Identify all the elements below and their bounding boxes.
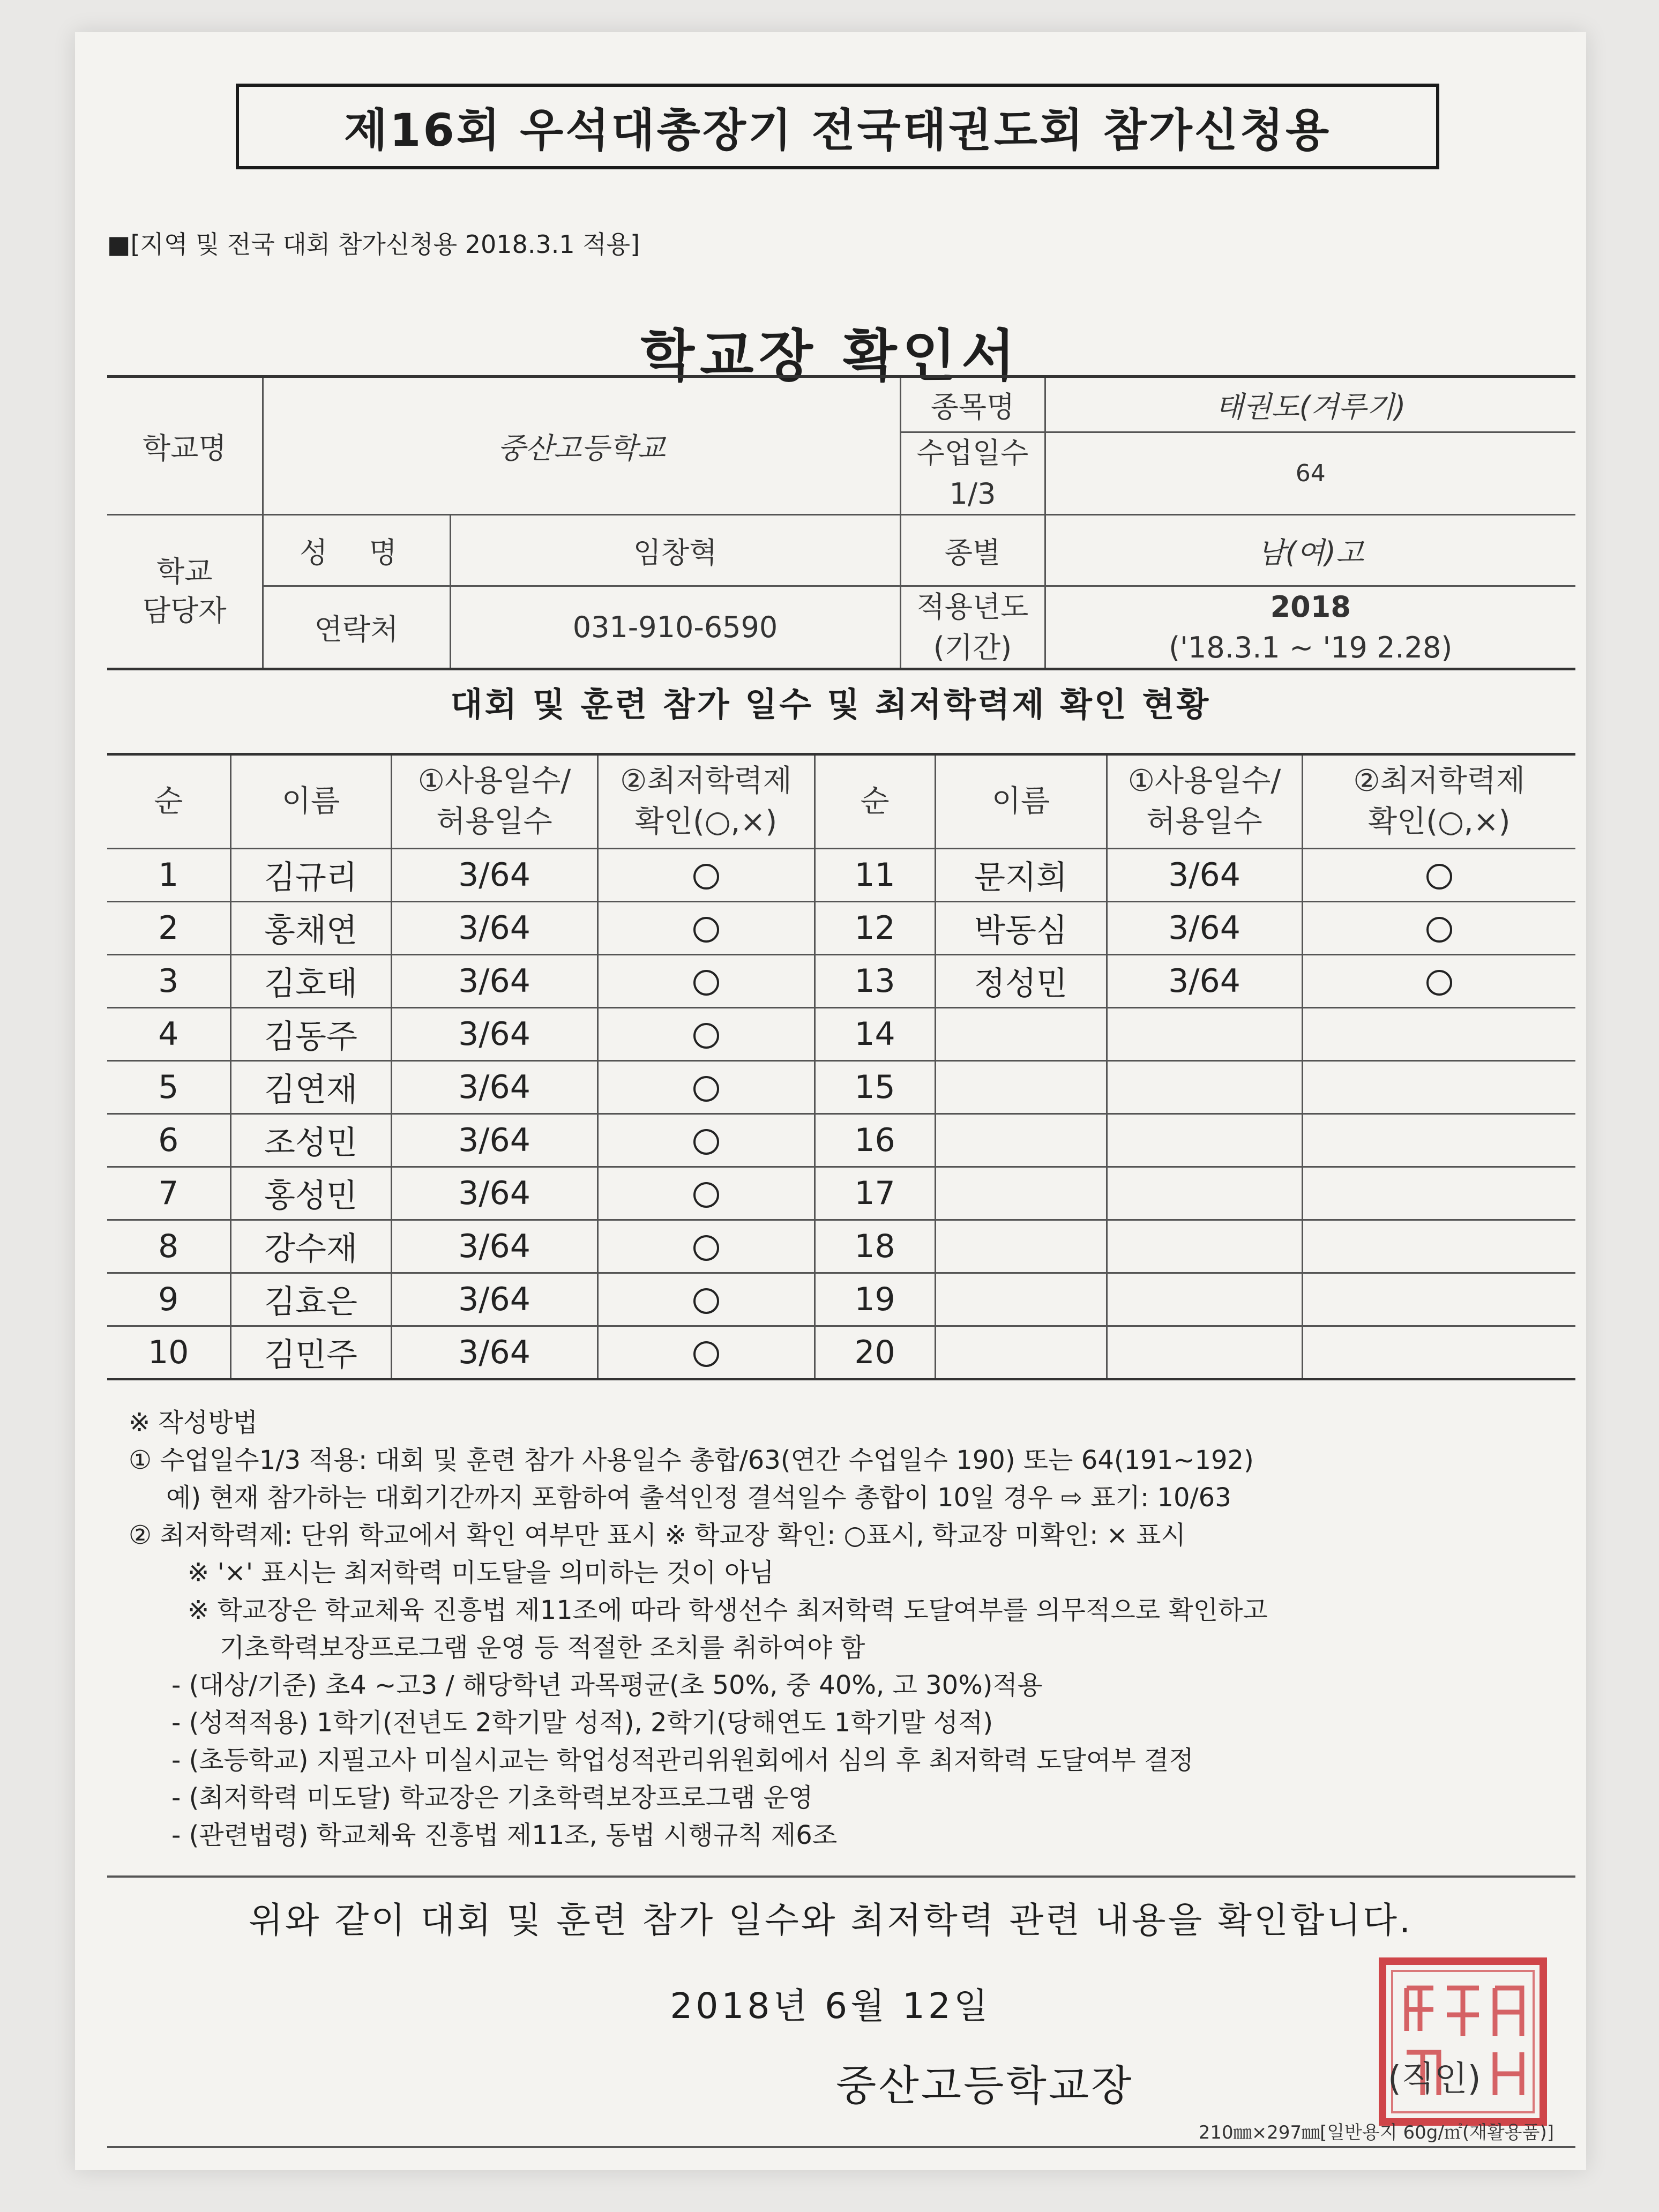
roster-body — [107, 849, 1575, 1380]
row-number: 9 — [107, 1273, 230, 1326]
contact-value: 031-910-6590 — [450, 586, 900, 669]
event-title-box — [236, 84, 1439, 169]
circle-mark-icon — [693, 917, 719, 943]
issue-date: 2018년 6월 12일 — [670, 1985, 991, 2027]
table-row — [107, 1167, 1575, 1220]
circle-mark-icon — [693, 970, 719, 996]
circle-mark-icon — [693, 864, 719, 890]
student-name — [935, 1008, 1107, 1061]
col-check — [597, 754, 814, 849]
row-number: 2 — [107, 902, 230, 955]
row-number: 19 — [814, 1273, 935, 1326]
used-days: 3/64 — [391, 1061, 597, 1114]
used-days: 3/64 — [1107, 902, 1302, 955]
used-days — [1107, 1114, 1302, 1167]
student-name — [935, 1220, 1107, 1273]
instruction-line: - (초등학교) 지필고사 미실시교는 학업성적관리위원회에서 심의 후 최저학력 도달여부 결정 — [171, 1745, 1194, 1775]
student-name — [935, 1114, 1107, 1167]
gender-value: 남(여)고 — [1045, 515, 1575, 586]
circle-mark-icon — [693, 1341, 719, 1367]
used-days — [1107, 1008, 1302, 1061]
min-academic-check — [1302, 1220, 1575, 1273]
student-name: 홍채연 — [230, 902, 391, 955]
document-title: 학교장 확인서 — [640, 323, 1021, 388]
min-academic-check — [597, 955, 814, 1008]
paper-spec: 210㎜×297㎜[일반용지 60g/㎡(재활용품)] — [1198, 2122, 1554, 2143]
col-name: 이름 — [935, 754, 1107, 849]
row-number: 6 — [107, 1114, 230, 1167]
manager-name-value: 임창혁 — [450, 515, 900, 586]
row-number: 12 — [814, 902, 935, 955]
circle-mark-icon — [1426, 864, 1452, 890]
manager-label — [107, 515, 263, 669]
seal-label: (직인) — [1388, 2059, 1481, 2099]
student-name: 김규리 — [230, 849, 391, 902]
min-academic-check — [1302, 849, 1575, 902]
col-days — [1107, 754, 1302, 849]
row-number: 3 — [107, 955, 230, 1008]
col-no: 순 — [814, 754, 935, 849]
min-academic-check — [1302, 1273, 1575, 1326]
used-days — [1107, 1273, 1302, 1326]
bottom-divider — [107, 2146, 1575, 2148]
circle-mark-icon — [693, 1288, 719, 1314]
instruction-line: ① 수업일수1/3 적용: 대회 및 훈련 참가 사용일수 총합/63(연간 수업일수 190) 또는 64(191~192) — [129, 1445, 1254, 1475]
used-days: 3/64 — [391, 1326, 597, 1380]
school-name-value: 중산고등학교 — [263, 377, 900, 515]
participation-table — [107, 753, 1575, 1380]
col-days-line1: ①사용일수/ — [1127, 764, 1281, 799]
instruction-line: - (성적적용) 1학기(전년도 2학기말 성적), 2학기(당해연도 1학기말 성적) — [171, 1708, 993, 1738]
contact-label: 연락처 — [263, 586, 450, 669]
circle-mark-icon — [693, 1235, 719, 1261]
student-name: 강수재 — [230, 1220, 391, 1273]
student-name: 홍성민 — [230, 1167, 391, 1220]
col-days-line1: ①사용일수/ — [417, 764, 571, 799]
used-days: 3/64 — [391, 1273, 597, 1326]
used-days: 3/64 — [1107, 955, 1302, 1008]
used-days: 3/64 — [391, 955, 597, 1008]
used-days — [1107, 1326, 1302, 1380]
used-days: 3/64 — [391, 1220, 597, 1273]
confirmation-statement: 위와 같이 대회 및 훈련 참가 일수와 최저학력 관련 내용을 확인합니다. — [249, 1900, 1413, 1941]
row-number: 13 — [814, 955, 935, 1008]
instructions — [129, 1404, 1554, 1854]
circle-mark-icon — [693, 1129, 719, 1155]
used-days: 3/64 — [391, 902, 597, 955]
table-row — [107, 955, 1575, 1008]
row-number: 15 — [814, 1061, 935, 1114]
student-name — [935, 1326, 1107, 1380]
row-number: 4 — [107, 1008, 230, 1061]
period-label — [900, 586, 1045, 669]
min-academic-check — [597, 1061, 814, 1114]
min-academic-check — [1302, 902, 1575, 955]
principal-name: 중산고등학교장 — [836, 2062, 1134, 2110]
min-academic-check — [597, 1167, 814, 1220]
class-days-label-line2: 1/3 — [949, 476, 996, 511]
document-page — [75, 32, 1586, 2170]
min-academic-check — [597, 902, 814, 955]
school-info-table — [107, 375, 1575, 670]
used-days: 3/64 — [391, 1114, 597, 1167]
min-academic-check — [1302, 1061, 1575, 1114]
student-name — [935, 1273, 1107, 1326]
col-check-line2: 확인(○,×) — [634, 804, 778, 839]
row-number: 1 — [107, 849, 230, 902]
manager-label-line1: 학교 — [156, 555, 213, 589]
student-name: 김동주 — [230, 1008, 391, 1061]
gender-label: 종별 — [900, 515, 1045, 586]
student-name: 김효은 — [230, 1273, 391, 1326]
official-seal-icon — [1377, 1956, 1549, 2127]
event-label: 종목명 — [900, 377, 1045, 432]
instruction-line: 예) 현재 참가하는 대회기간까지 포함하여 출석인정 결석일수 총합이 10일 경우 ⇨ 표기: 10/63 — [166, 1483, 1231, 1513]
col-check-line1: ②최저학력제 — [620, 764, 792, 799]
event-title: 제16회 우석대총장기 전국태권도회 참가신청용 — [343, 103, 1332, 156]
min-academic-check — [1302, 1114, 1575, 1167]
col-days-line2: 허용일수 — [436, 804, 552, 839]
col-days — [391, 754, 597, 849]
min-academic-check — [1302, 1167, 1575, 1220]
circle-mark-icon — [693, 1076, 719, 1102]
row-number: 5 — [107, 1061, 230, 1114]
student-name: 정성민 — [935, 955, 1107, 1008]
min-academic-check — [597, 1273, 814, 1326]
circle-mark-icon — [1426, 970, 1452, 996]
row-number: 20 — [814, 1326, 935, 1380]
period-label-line1: 적용년도 — [916, 590, 1029, 624]
circle-mark-icon — [693, 1182, 719, 1208]
min-academic-check — [1302, 1326, 1575, 1380]
row-number: 16 — [814, 1114, 935, 1167]
table-row — [107, 1326, 1575, 1380]
table-row — [107, 849, 1575, 902]
used-days: 3/64 — [391, 1008, 597, 1061]
student-name — [935, 1167, 1107, 1220]
min-academic-check — [597, 1114, 814, 1167]
used-days: 3/64 — [391, 1167, 597, 1220]
col-check-line1: ②최저학력제 — [1353, 764, 1526, 799]
student-name — [935, 1061, 1107, 1114]
used-days: 3/64 — [391, 849, 597, 902]
col-name: 이름 — [230, 754, 391, 849]
row-number: 8 — [107, 1220, 230, 1273]
class-days-value: 64 — [1045, 432, 1575, 515]
student-name: 김민주 — [230, 1326, 391, 1380]
used-days — [1107, 1061, 1302, 1114]
col-check — [1302, 754, 1575, 849]
row-number: 11 — [814, 849, 935, 902]
student-name: 박동심 — [935, 902, 1107, 955]
instruction-line: - (최저학력 미도달) 학교장은 기초학력보장프로그램 운영 — [171, 1783, 813, 1813]
school-name-label: 학교명 — [107, 377, 263, 515]
row-number: 10 — [107, 1326, 230, 1380]
class-days-label-line1: 수업일수 — [916, 436, 1029, 470]
row-number: 17 — [814, 1167, 935, 1220]
table-row — [107, 1114, 1575, 1167]
used-days — [1107, 1220, 1302, 1273]
instruction-line: ② 최저학력제: 단위 학교에서 확인 여부만 표시 ※ 학교장 확인: ○표시, 학교장 미확인: × 표시 — [129, 1520, 1186, 1550]
used-days: 3/64 — [1107, 849, 1302, 902]
col-check-line2: 확인(○,×) — [1368, 804, 1511, 839]
student-name: 김연재 — [230, 1061, 391, 1114]
divider — [107, 1875, 1575, 1878]
col-days-line2: 허용일수 — [1146, 804, 1262, 839]
student-name: 김호태 — [230, 955, 391, 1008]
manager-name-label: 성 명 — [263, 515, 450, 586]
class-days-label — [900, 432, 1045, 515]
period-label-line2: (기간) — [933, 630, 1012, 664]
section-title: 대회 및 훈련 참가 일수 및 최저학력제 확인 현황 — [450, 685, 1211, 724]
instructions-heading: ※ 작성방법 — [129, 1408, 258, 1438]
table-row — [107, 1008, 1575, 1061]
period-range: ('18.3.1 ~ '19 2.28) — [1169, 630, 1453, 664]
instruction-line: ※ '×' 표시는 최저학력 미도달을 의미하는 것이 아님 — [188, 1558, 774, 1588]
row-number: 14 — [814, 1008, 935, 1061]
table-row — [107, 902, 1575, 955]
table-row — [107, 1061, 1575, 1114]
period-year: 2018 — [1270, 590, 1351, 624]
table-row — [107, 1220, 1575, 1273]
min-academic-check — [597, 1220, 814, 1273]
instruction-line: - (대상/기준) 초4 ~고3 / 해당학년 과목평균(초 50%, 중 40%, 고 30%)적용 — [171, 1670, 1043, 1700]
min-academic-check — [1302, 1008, 1575, 1061]
student-name: 문지희 — [935, 849, 1107, 902]
instruction-line: - (관련법령) 학교체육 진흥법 제11조, 동법 시행규칙 제6조 — [171, 1820, 838, 1850]
used-days — [1107, 1167, 1302, 1220]
min-academic-check — [1302, 955, 1575, 1008]
min-academic-check — [597, 849, 814, 902]
instruction-line: 기초학력보장프로그램 운영 등 적절한 조치를 취하여야 함 — [220, 1633, 865, 1663]
period-value — [1045, 586, 1575, 669]
min-academic-check — [597, 1326, 814, 1380]
row-number: 18 — [814, 1220, 935, 1273]
row-number: 7 — [107, 1167, 230, 1220]
min-academic-check — [597, 1008, 814, 1061]
circle-mark-icon — [693, 1023, 719, 1049]
student-name: 조성민 — [230, 1114, 391, 1167]
col-no: 순 — [107, 754, 230, 849]
event-value: 태권도(겨루기) — [1045, 377, 1575, 432]
applicable-note: ■[지역 및 전국 대회 참가신청용 2018.3.1 적용] — [107, 230, 640, 259]
circle-mark-icon — [1426, 917, 1452, 943]
table-row — [107, 1273, 1575, 1326]
instruction-line: ※ 학교장은 학교체육 진흥법 제11조에 따라 학생선수 최저학력 도달여부를 의무적으로 확인하고 — [188, 1595, 1268, 1625]
manager-label-line2: 담당자 — [143, 594, 227, 628]
